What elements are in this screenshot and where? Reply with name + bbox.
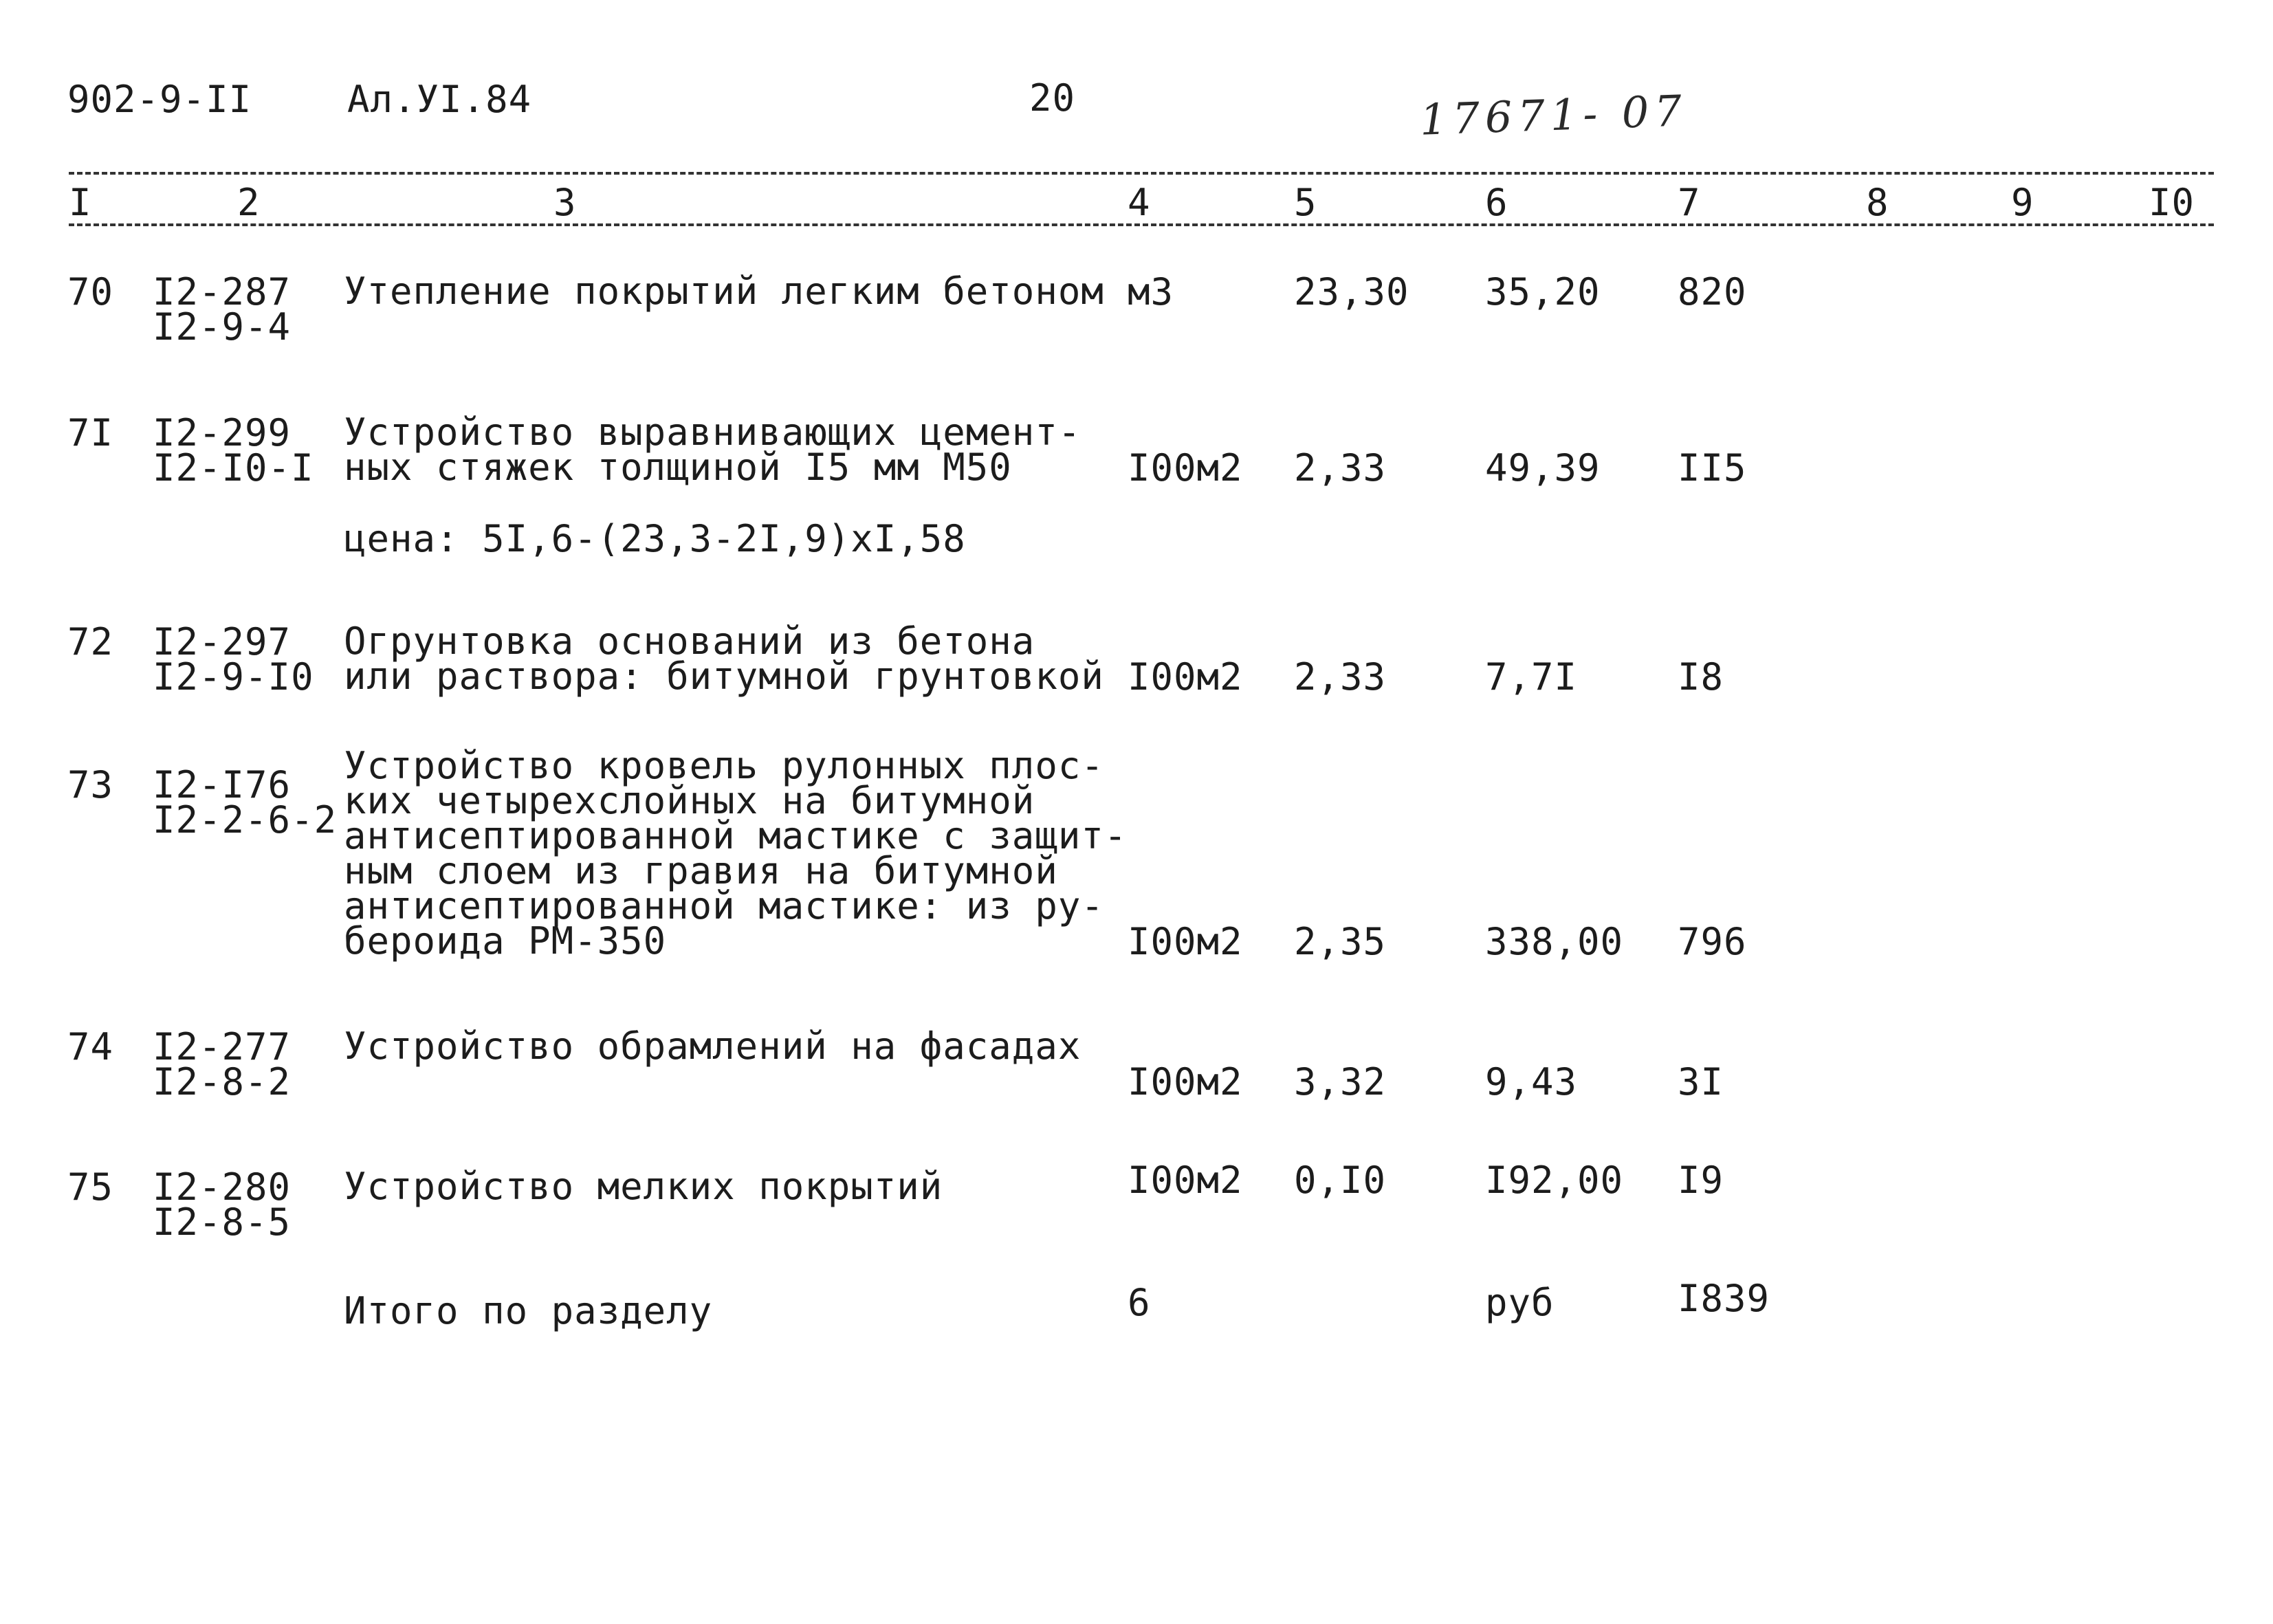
row-unit: I00м2 xyxy=(1128,1159,1243,1202)
row-total-cost: 3I xyxy=(1678,1060,1724,1104)
column-header-8: 8 xyxy=(1866,181,1889,224)
row-code-primary: I2-297 xyxy=(153,620,292,663)
handwritten-number: 17671- 07 xyxy=(1418,85,1688,145)
row-quantity: 3,32 xyxy=(1294,1060,1387,1104)
row-code-secondary: I2-2-6-2 xyxy=(153,798,338,842)
row-number: 74 xyxy=(67,1025,114,1068)
row-description: Устройство выравнивающих цемент- ных стяжек толщиной I5 мм М50 xyxy=(344,410,1081,489)
column-header-9: 9 xyxy=(2011,181,2034,224)
row-price-note: цена: 5I,6-(23,3-2I,9)xI,58 xyxy=(344,517,966,560)
row-unit: I00м2 xyxy=(1128,1060,1243,1104)
column-header-7: 7 xyxy=(1678,181,1701,224)
row-code-secondary: I2-8-2 xyxy=(153,1060,292,1104)
row-unit-price: 9,43 xyxy=(1485,1060,1578,1104)
document-code: 902-9-II xyxy=(67,78,252,121)
total-amount: I839 xyxy=(1678,1277,1770,1320)
row-quantity: 2,33 xyxy=(1294,655,1387,699)
row-number: 7I xyxy=(67,411,114,454)
total-label: Итого по разделу xyxy=(344,1289,713,1332)
row-number: 70 xyxy=(67,270,114,314)
column-header-10: I0 xyxy=(2149,181,2195,224)
row-quantity: 2,35 xyxy=(1294,920,1387,963)
row-unit-price: I92,00 xyxy=(1485,1159,1624,1202)
column-header-6: 6 xyxy=(1485,181,1508,224)
row-unit-price: 49,39 xyxy=(1485,446,1601,490)
album-reference: Ал.УI.84 xyxy=(347,78,532,121)
row-quantity: 0,I0 xyxy=(1294,1159,1387,1202)
total-section-number: 6 xyxy=(1128,1281,1151,1324)
row-total-cost: I9 xyxy=(1678,1159,1724,1202)
row-unit-price: 338,00 xyxy=(1485,920,1624,963)
column-header-1: I xyxy=(69,181,92,224)
row-unit: I00м2 xyxy=(1128,446,1243,490)
row-code-primary: I2-287 xyxy=(153,270,292,314)
row-total-cost: 820 xyxy=(1678,270,1747,314)
row-total-cost: II5 xyxy=(1678,446,1747,490)
row-unit: I00м2 xyxy=(1128,920,1243,963)
row-unit-price: 35,20 xyxy=(1485,270,1601,314)
row-code-primary: I2-299 xyxy=(153,411,292,454)
row-description: Устройство мелких покрытий xyxy=(344,1165,943,1208)
row-total-cost: 796 xyxy=(1678,920,1747,963)
column-header-5: 5 xyxy=(1294,181,1317,224)
row-unit: м3 xyxy=(1128,270,1174,314)
row-quantity: 23,30 xyxy=(1294,270,1409,314)
row-unit-price: 7,7I xyxy=(1485,655,1578,699)
row-code-primary: I2-277 xyxy=(153,1025,292,1068)
row-code-primary: I2-280 xyxy=(153,1165,292,1209)
row-code-secondary: I2-9-4 xyxy=(153,305,292,349)
row-unit: I00м2 xyxy=(1128,655,1243,699)
row-number: 73 xyxy=(67,763,114,806)
row-description: Устройство кровель рулонных плос- ких четырехслойных на битумной антисептированной мастике с защит- ным слоем из гравия на битумной антисептированной мастике: из ру- бероида РМ-350 xyxy=(344,744,1128,963)
row-code-secondary: I2-9-I0 xyxy=(153,655,314,699)
row-description: Устройство обрамлений на фасадах xyxy=(344,1024,1081,1068)
row-total-cost: I8 xyxy=(1678,655,1724,699)
dashed-rule-top xyxy=(69,172,2214,175)
column-header-3: 3 xyxy=(553,181,577,224)
row-description: Огрунтовка оснований из бетона или раствора: битумной грунтовкой xyxy=(344,619,1104,698)
row-quantity: 2,33 xyxy=(1294,446,1387,490)
row-code-primary: I2-I76 xyxy=(153,763,292,806)
column-header-2: 2 xyxy=(237,181,261,224)
row-code-secondary: I2-I0-I xyxy=(153,446,314,490)
page-number: 20 xyxy=(1029,76,1076,120)
column-header-4: 4 xyxy=(1128,181,1151,224)
dashed-rule-bottom xyxy=(69,223,2214,226)
row-number: 75 xyxy=(67,1165,114,1209)
row-code-secondary: I2-8-5 xyxy=(153,1200,292,1244)
total-currency: руб xyxy=(1485,1281,1555,1324)
row-description: Утепление покрытий легким бетоном xyxy=(344,270,1104,313)
row-number: 72 xyxy=(67,620,114,663)
